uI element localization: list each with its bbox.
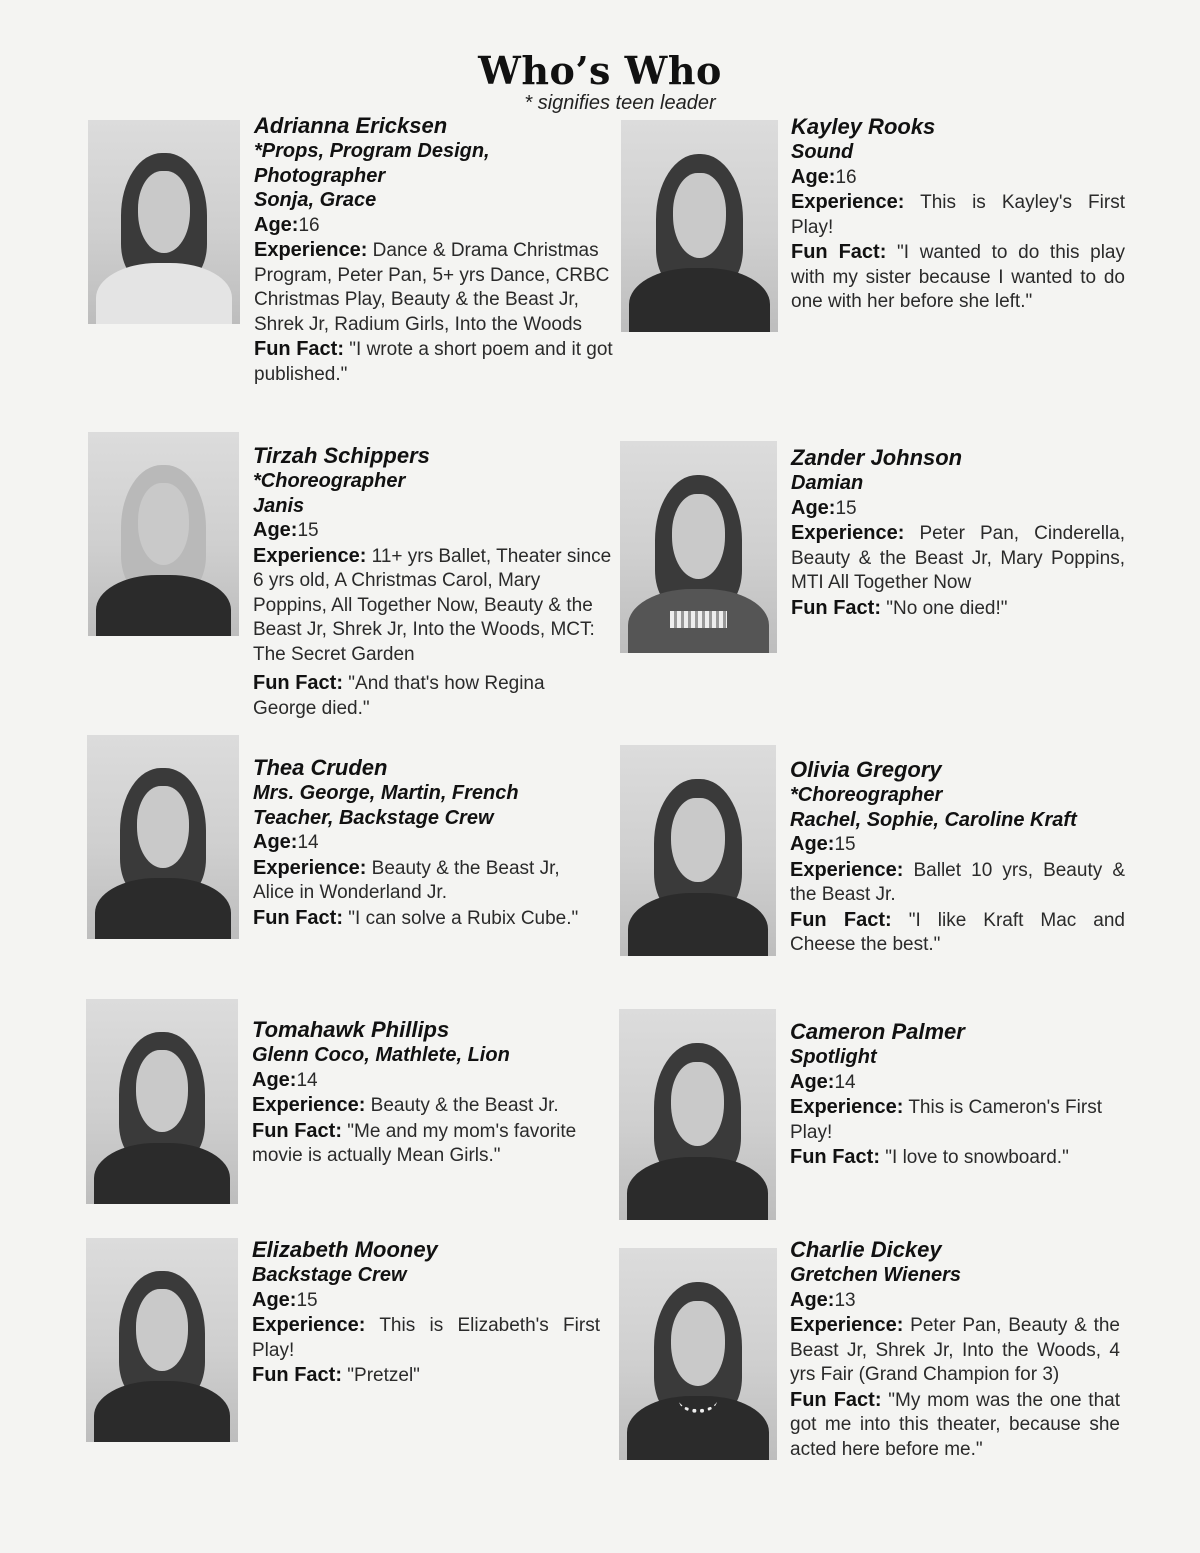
member-experience: Ballet 10 yrs, Beauty & the Beast Jr. (790, 859, 1125, 905)
member-name: Thea Cruden (253, 755, 388, 780)
member-experience: This is Elizabeth's First Play! (252, 1315, 600, 1361)
member-experience: 11+ yrs Ballet, Theater since 6 yrs old, A Christmas Carol, Mary Poppins, All Together Now, Beauty & the Beast Jr, Shrek Jr, Into the Woods, MCT: The Secret Garden (253, 545, 612, 665)
member-photo (86, 1238, 238, 1442)
member-age: 14 (297, 832, 319, 853)
member-role: Gretchen Wieners (790, 1264, 961, 1286)
member-photo (619, 1248, 777, 1460)
experience-label: Experience: (791, 522, 905, 544)
experience-label: Experience: (790, 858, 904, 881)
member-name: Charlie Dickey (790, 1237, 942, 1262)
age-label: Age: (253, 519, 298, 541)
member-age: 16 (298, 214, 320, 236)
member-age: 15 (834, 834, 856, 855)
experience-label: Experience: (252, 1314, 366, 1336)
member-photo (86, 999, 238, 1204)
member-fun-fact: "I love to snowboard." (885, 1147, 1069, 1168)
member-photo (620, 745, 776, 956)
member-fun-fact: "I like Kraft Mac and Cheese the best." (790, 909, 1125, 955)
member-role: Sound (791, 141, 854, 163)
member-role: *Choreographer (253, 470, 406, 492)
fun-fact-label: Fun Fact: (791, 241, 887, 263)
member-role: Glenn Coco, Mathlete, Lion (252, 1044, 510, 1066)
member-bio (253, 442, 613, 721)
experience-label: Experience: (252, 1094, 366, 1116)
member-fun-fact: "Me and my mom's favorite movie is actually Mean Girls." (252, 1120, 577, 1166)
member-bio (252, 1016, 612, 1169)
page-title: Who’s Who (478, 48, 722, 93)
member-fun-fact: "I can solve a Rubix Cube." (348, 907, 579, 929)
member-fun-fact: "I wrote a short poem and it got published." (254, 339, 613, 385)
member-experience: Beauty & the Beast Jr, Alice in Wonderland Jr. (253, 857, 560, 903)
member-bio (253, 754, 598, 931)
age-label: Age: (791, 496, 836, 519)
fun-fact-label: Fun Fact: (252, 1119, 342, 1142)
member-bio (790, 1018, 1130, 1171)
age-label: Age: (790, 833, 835, 855)
member-role: Backstage Crew (252, 1264, 407, 1286)
member-experience: Peter Pan, Cinderella, Beauty & the Beast Jr, Mary Poppins, MTI All Together Now (791, 523, 1125, 593)
member-bio (790, 1236, 1120, 1462)
member-name: Tomahawk Phillips (252, 1017, 450, 1042)
fun-fact-label: Fun Fact: (790, 1388, 882, 1411)
member-name: Adrianna Ericksen (254, 113, 448, 138)
age-label: Age: (252, 1288, 297, 1311)
member-role: Sonja, Grace (254, 189, 377, 211)
age-label: Age: (253, 831, 298, 853)
member-role: Janis (253, 494, 305, 517)
fun-fact-label: Fun Fact: (791, 596, 881, 619)
member-role: Damian (791, 472, 864, 494)
fun-fact-label: Fun Fact: (252, 1364, 342, 1386)
member-role: *Props, Program Design, (254, 140, 490, 162)
member-experience: This is Kayley's First Play! (791, 192, 1125, 238)
member-role: Teacher, Backstage Crew (253, 806, 494, 829)
member-photo (88, 432, 239, 636)
fun-fact-label: Fun Fact: (254, 338, 344, 360)
member-photo (620, 441, 777, 653)
member-bio (790, 756, 1125, 958)
member-experience: Beauty & the Beast Jr. (370, 1095, 559, 1116)
member-age: 14 (834, 1071, 856, 1093)
member-role: *Choreographer (790, 784, 943, 806)
member-bio (252, 1236, 600, 1389)
member-experience: Peter Pan, Beauty & the Beast Jr, Shrek Jr, Into the Woods, 4 yrs Fair (Grand Champion for 3) (790, 1315, 1120, 1385)
member-photo (619, 1009, 776, 1220)
page-subtitle: * signifies teen leader (524, 92, 716, 114)
fun-fact-label: Fun Fact: (253, 906, 343, 929)
member-fun-fact: "Pretzel" (347, 1365, 420, 1386)
member-fun-fact: "And that's how Regina George died." (253, 673, 545, 719)
experience-label: Experience: (790, 1314, 904, 1336)
member-photo (88, 120, 240, 324)
member-name: Tirzah Schippers (253, 443, 430, 468)
age-label: Age: (790, 1070, 835, 1093)
member-photo (87, 735, 239, 939)
fun-fact-label: Fun Fact: (253, 672, 343, 694)
age-label: Age: (790, 1288, 835, 1311)
member-name: Cameron Palmer (790, 1019, 965, 1044)
member-role: Photographer (254, 164, 386, 187)
age-label: Age: (252, 1068, 297, 1091)
member-experience: This is Cameron's First Play! (790, 1097, 1102, 1143)
member-fun-fact: "No one died!" (886, 597, 1008, 619)
experience-label: Experience: (790, 1096, 904, 1118)
member-age: 14 (296, 1069, 318, 1091)
member-name: Olivia Gregory (790, 757, 942, 782)
member-role: Spotlight (790, 1046, 877, 1068)
experience-label: Experience: (253, 856, 367, 879)
member-age: 15 (296, 1289, 318, 1311)
member-fun-fact: "I wanted to do this play with my sister because I wanted to do one with her before she left." (791, 242, 1125, 312)
member-bio (254, 112, 614, 387)
member-age: 15 (835, 497, 857, 519)
member-experience: Dance & Drama Christmas Program, Peter Pan, 5+ yrs Dance, CRBC Christmas Play, Beauty & the Beast Jr, Shrek Jr, Radium Girls, Into the Woods (254, 240, 610, 335)
member-role: Mrs. George, Martin, French (253, 782, 519, 804)
age-label: Age: (254, 213, 299, 236)
member-role: Rachel, Sophie, Caroline Kraft (790, 808, 1077, 831)
experience-label: Experience: (791, 191, 905, 213)
age-label: Age: (791, 165, 836, 188)
member-fun-fact: "My mom was the one that got me into this theater, because she acted here before me." (790, 1389, 1121, 1460)
experience-label: Experience: (254, 239, 368, 261)
member-bio (791, 113, 1125, 315)
member-name: Zander Johnson (791, 445, 963, 470)
member-bio (791, 444, 1125, 621)
fun-fact-label: Fun Fact: (790, 908, 892, 931)
member-age: 16 (835, 166, 857, 188)
member-photo (621, 120, 778, 332)
member-name: Elizabeth Mooney (252, 1237, 438, 1262)
member-name: Kayley Rooks (791, 114, 936, 139)
fun-fact-label: Fun Fact: (790, 1146, 880, 1168)
member-age: 15 (297, 520, 319, 541)
experience-label: Experience: (253, 544, 367, 567)
member-age: 13 (834, 1289, 856, 1311)
